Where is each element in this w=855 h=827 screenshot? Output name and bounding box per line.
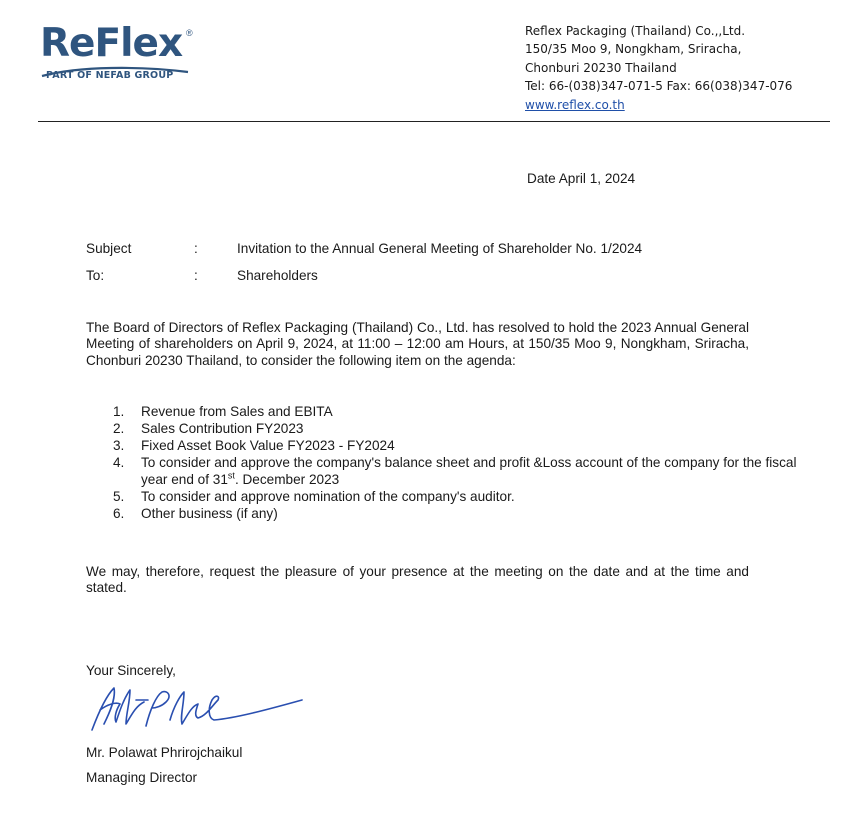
- website-link[interactable]: www.reflex.co.th: [525, 97, 625, 112]
- intro-paragraph: The Board of Directors of Reflex Packaging (Thailand) Co., Ltd. has resolved to hold the 2023 Annual General Meeting of shareholders on April 9, 2024, at 11:00 – 12:00 am Hours, at 150/35 Moo 9, Nongkham, Sriracha, Chonburi 20230 Thailand, to consider the following item on the agenda:: [86, 320, 749, 368]
- contact-line: Tel: 66-(038)347-071-5 Fax: 66(038)347-076: [525, 79, 793, 94]
- agenda-item: [113, 488, 813, 505]
- company-logo: [40, 21, 210, 81]
- agenda-number: 6.: [113, 506, 125, 521]
- ordinal-suffix: st: [227, 470, 235, 481]
- header-divider: [38, 121, 830, 122]
- agenda-item: [113, 420, 813, 437]
- logo-registered-mark: ®: [186, 28, 193, 38]
- agenda-list: [113, 403, 813, 522]
- letter-date: Date April 1, 2024: [527, 171, 636, 186]
- agenda-text: Sales Contribution FY2023: [141, 421, 304, 436]
- agenda-number: 3.: [113, 438, 125, 453]
- agenda-number: 1.: [113, 404, 125, 419]
- recipient-value: Shareholders: [237, 268, 318, 283]
- recipient-colon: :: [194, 268, 198, 283]
- agenda-text: Revenue from Sales and EBITA: [141, 404, 333, 419]
- agenda-text: Fixed Asset Book Value FY2023 - FY2024: [141, 438, 395, 453]
- agenda-number: 4.: [113, 455, 125, 470]
- company-address: [525, 22, 792, 114]
- agenda-number: 2.: [113, 421, 125, 436]
- agenda-item: [113, 437, 813, 454]
- subject-value: Invitation to the Annual General Meeting of Shareholder No. 1/2024: [237, 241, 643, 256]
- logo-swoosh-icon: [40, 66, 190, 80]
- signatory-name: Mr. Polawat Phrirojchaikul: [86, 745, 243, 760]
- agenda-text: Other business (if any): [141, 506, 278, 521]
- handwritten-signature: [86, 680, 311, 736]
- agenda-text: To consider and approve the company's balance sheet and profit &Loss account of the company for the fiscal year end of 31: [141, 455, 797, 487]
- agenda-text-end: . December 2023: [234, 472, 340, 487]
- agenda-item: [113, 454, 813, 488]
- address-line: 150/35 Moo 9, Nongkham, Sriracha,: [525, 42, 742, 57]
- address-line: Chonburi 20230 Thailand: [525, 60, 677, 75]
- agenda-text: To consider and approve nomination of the company's auditor.: [141, 489, 515, 504]
- signatory-title: Managing Director: [86, 770, 198, 785]
- subject-colon: :: [194, 241, 198, 256]
- logo-wordmark: ReFlex: [40, 21, 183, 66]
- agenda-number: 5.: [113, 489, 125, 504]
- recipient-label: To:: [86, 268, 105, 283]
- sign-off: Your Sincerely,: [86, 663, 176, 678]
- logo-tagline: PART OF NEFAB GROUP: [46, 70, 174, 81]
- address-line: Reflex Packaging (Thailand) Co.,,Ltd.: [525, 24, 746, 38]
- agenda-item: [113, 505, 813, 522]
- subject-label: Subject: [86, 241, 132, 256]
- agenda-item: [113, 403, 813, 420]
- closing-paragraph: We may, therefore, request the pleasure of your presence at the meeting on the date and at the time and stated.: [86, 564, 749, 596]
